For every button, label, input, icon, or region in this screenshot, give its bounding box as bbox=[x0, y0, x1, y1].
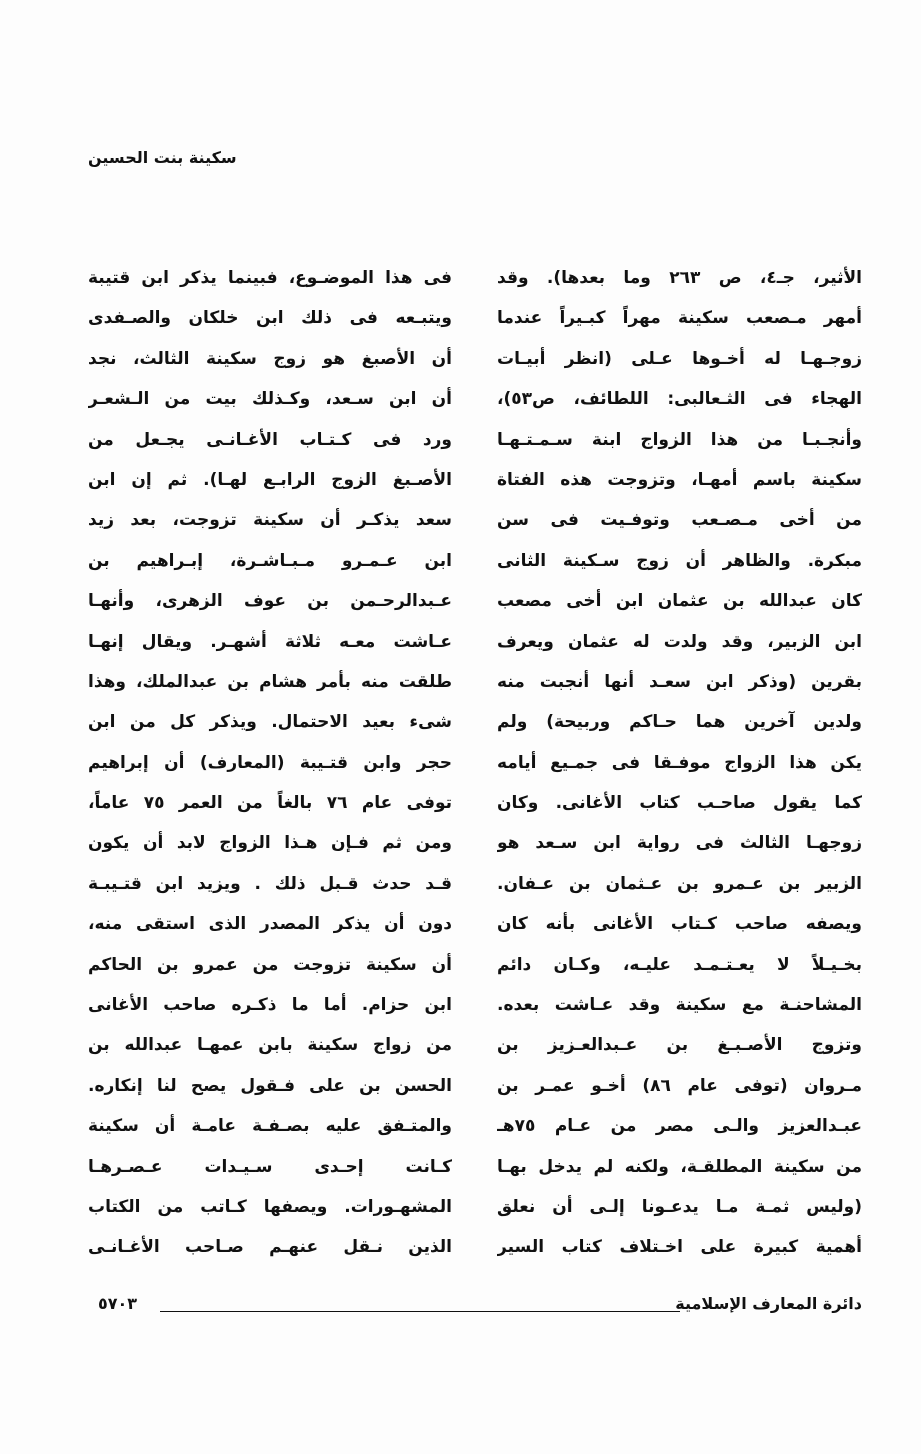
text-line: عبـدالعزيز والـى مصر من عـام ٧٥هـ bbox=[497, 1116, 862, 1137]
text-line: الهجاء فى الثـعالبى: اللطائف، ص٥٣)، bbox=[497, 389, 862, 410]
text-line: مبكرة. والظاهر أن زوج سـكينة الثانى bbox=[497, 550, 862, 571]
text-line: وتزوج الأصـبـغ بن عـبدالعـزيز بن bbox=[497, 1035, 862, 1056]
text-line: سكينة باسم أمهـا، وتزوجت هذه الفتاة bbox=[497, 469, 862, 490]
text-line: المشهـورات. ويصفها كـاتب من الكتاب bbox=[88, 1196, 452, 1217]
text-line: عـبدالرحـمن بن عوف الزهرى، وأنهـا bbox=[88, 591, 452, 612]
text-line: أمهر مـصعب سكينة مهراً كبـيراً عندما bbox=[497, 308, 862, 329]
footer-rule bbox=[160, 1311, 680, 1312]
running-title: سكينة بنت الحسين bbox=[88, 148, 237, 167]
text-line: أن الأصبغ هو زوج سكينة الثالث، نجد bbox=[88, 348, 452, 369]
text-column-left bbox=[88, 258, 452, 1268]
text-line: سعد يذكـر أن سكينة تزوجت، بعد زيد bbox=[88, 510, 452, 531]
text-line: الحسن بن على فـقول يصح لنا إنكاره. bbox=[88, 1075, 452, 1096]
text-line: شىء بعيد الاحتمال. ويذكر كل من ابن bbox=[88, 712, 452, 733]
text-line: كـانت إحـدى سـيـدات عـصـرهـا bbox=[88, 1156, 452, 1177]
text-line: ابن الزبير، وقد ولدت له عثمان ويعرف bbox=[497, 631, 862, 652]
text-line: ومن ثم فـإن هـذا الزواج لابد أن يكون bbox=[88, 833, 452, 854]
text-line: من سكينة المطلقـة، ولكنه لم يدخل بهـا bbox=[497, 1156, 862, 1177]
text-line: بقرين (وذكر ابن سعـد أنها أنجبت منه bbox=[497, 671, 862, 692]
text-line: مـروان (توفى عام ٨٦) أخـو عمـر بن bbox=[497, 1075, 862, 1096]
text-line: دون أن يذكر المصدر الذى استقى منه، bbox=[88, 914, 452, 935]
text-line: ابن عـمـرو مـبـاشـرة، إبـراهيم بن bbox=[88, 550, 452, 571]
text-line: كما يقول صاحـب كتاب الأغانى. وكان bbox=[497, 793, 862, 814]
page-number: ٥٧٠٣ bbox=[98, 1294, 138, 1313]
text-line: ورد فى كـتـاب الأغـانـى يجـعل من bbox=[88, 429, 452, 450]
text-line: (وليس ثمـة مـا يدعـونا إلـى أن نعلق bbox=[497, 1196, 862, 1217]
text-line: عـاشت معـه ثلاثة أشهـر. ويقال إنهـا bbox=[88, 631, 452, 652]
text-line: ويصفه صاحب كـتاب الأغانى بأنه كان bbox=[497, 914, 862, 935]
text-line: من زواج سكينة بابن عمهـا عبدالله بن bbox=[88, 1035, 452, 1056]
text-line: أهمية كبيرة على اخـتلاف كتاب السير bbox=[497, 1237, 862, 1258]
text-line: المشاحنـة مع سكينة وقد عـاشت بعده. bbox=[497, 995, 862, 1016]
text-line: توفى عام ٧٦ بالغاً من العمر ٧٥ عاماً، bbox=[88, 793, 452, 814]
text-line: أن ابن سـعد، وكـذلك بيت من الـشعـر bbox=[88, 389, 452, 410]
text-line: من أخى مـصـعب وتوفـيت فى سن bbox=[497, 510, 862, 531]
text-line: ويتبـعه فى ذلك ابن خلكان والصـفدى bbox=[88, 308, 452, 329]
text-line: ولدين آخرين هما حـاكم وربيحة) ولم bbox=[497, 712, 862, 733]
text-line: زوجهـا الثالث فى رواية ابن سـعد هو bbox=[497, 833, 862, 854]
text-line: بخـيـلاً لا يعـتـمـد عليـه، وكـان دائم bbox=[497, 954, 862, 975]
text-line: يكن هذا الزواج موفـقا فى جمـيع أيامه bbox=[497, 752, 862, 773]
text-line: الأثير، جـ٤، ص ٢٦٣ وما بعدها). وقد bbox=[497, 268, 862, 288]
text-line: زوجـهـا له أخـوها عـلى (انظر أبيـات bbox=[497, 348, 862, 369]
text-column-right bbox=[497, 258, 862, 1268]
text-line: ابن حزام. أما ما ذكـره صاحب الأغانى bbox=[88, 995, 452, 1016]
text-line: الزبير بن عـمرو بن عـثمان بن عـفان. bbox=[497, 873, 862, 894]
text-line: كان عبدالله بن عثمان ابن أخى مصعب bbox=[497, 591, 862, 612]
text-line: أن سكينة تزوجت من عمرو بن الحاكم bbox=[88, 954, 452, 975]
text-line: فى هذا الموضـوع، فبينما يذكر ابن قتيبة bbox=[88, 268, 452, 288]
text-line: الأصـبغ الزوج الرابـع لهـا). ثم إن ابن bbox=[88, 469, 452, 490]
footer-publication-title: دائرة المعارف الإسلامية bbox=[675, 1294, 862, 1313]
text-line: قـد حدث قـبل ذلك . ويزيد ابن قتـيبـة bbox=[88, 873, 452, 894]
text-line: الذين نـقل عنهـم صـاحب الأغـانـى bbox=[88, 1237, 452, 1258]
text-line: طلقت منه بأمر هشام بن عبدالملك، وهذا bbox=[88, 671, 452, 692]
text-line: حجر وابن قتـيبة (المعارف) أن إبراهيم bbox=[88, 752, 452, 773]
text-line: وأنجـبـا من هذا الزواج ابنة سـمـتـهـا bbox=[497, 429, 862, 450]
text-line: والمتـفق عليه بصـفـة عامـة أن سكينة bbox=[88, 1116, 452, 1137]
